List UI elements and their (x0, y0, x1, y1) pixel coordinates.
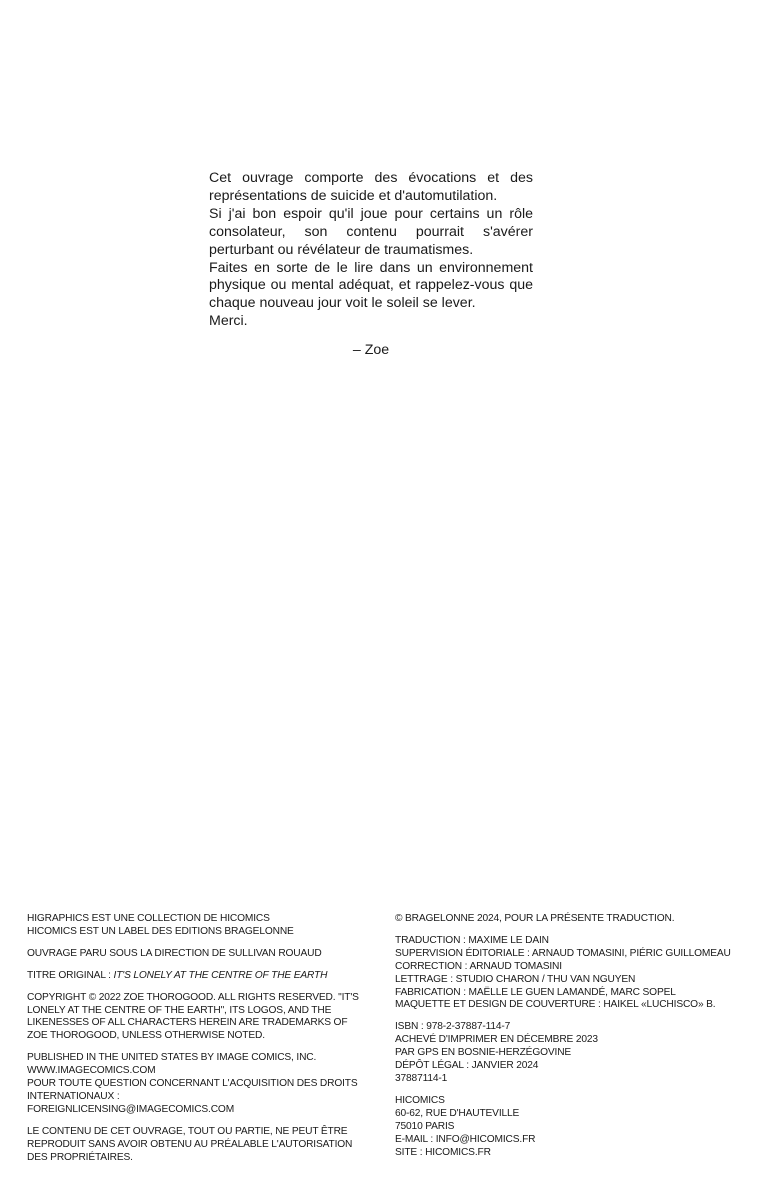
image-comics-website: WWW.IMAGECOMICS.COM (27, 1065, 156, 1077)
collection-block (27, 913, 362, 939)
isbn: ISBN : 978-2-37887-114-7 (395, 1021, 511, 1033)
translation-copyright-block (395, 913, 755, 926)
notice-paragraph: Cet ouvrage comporte des évocations et des représentations de suicide et d'automutilation. (209, 170, 533, 204)
publisher-street: 60-62, RUE D'HAUTEVILLE (395, 1107, 520, 1119)
notice-paragraph: Merci. (209, 313, 248, 330)
published-by: PUBLISHED IN THE UNITED STATES BY IMAGE COMICS, INC. (27, 1052, 317, 1064)
printed-date: ACHEVÉ D'IMPRIMER EN DÉCEMBRE 2023 (395, 1034, 598, 1046)
reproduction-block (27, 1126, 362, 1165)
printing-block (395, 1021, 755, 1086)
translator: TRADUCTION : MAXIME LE DAIN (395, 934, 549, 946)
cover-design: MAQUETTE ET DESIGN DE COUVERTURE : HAIKEL «LUCHISCO» B. (395, 999, 716, 1011)
team-block (395, 935, 755, 1012)
copyright-text: COPYRIGHT © 2022 ZOE THOROGOOD. ALL RIGHTS RESERVED. "IT'S LONELY AT THE CENTRE OF THE EARTH", ITS LOGOS, AND THE LIKENESSES OF ALL CHARACTERS HEREIN ARE TRADEMARKS OF ZOE THOROGOOD, UNLESS OTHERWISE NOTED. (27, 991, 359, 1042)
publisher-city: 75010 PARIS (395, 1120, 455, 1132)
publisher-block (27, 1052, 362, 1117)
publisher-email: E-MAIL : INFO@HICOMICS.FR (395, 1133, 536, 1145)
collection-line: HIGRAPHICS EST UNE COLLECTION DE HICOMICS (27, 913, 270, 924)
proofreading: CORRECTION : ARNAUD TOMASINI (395, 960, 562, 972)
notice-paragraph: Si j'ai bon espoir qu'il joue pour certains un rôle consolateur, son contenu pourrait s'avérer perturbant ou révélateur de traumatismes. (209, 205, 533, 258)
direction-line (27, 948, 362, 961)
fabrication: FABRICATION : MAËLLE LE GUEN LAMANDÉ, MARC SOPEL (395, 986, 676, 998)
original-title-line (27, 970, 362, 983)
credits-right-column (395, 913, 755, 1168)
content-warning-notice (209, 170, 533, 331)
printer: PAR GPS EN BOSNIE-HERZÉGOVINE (395, 1047, 572, 1059)
publisher-site: SITE : HICOMICS.FR (395, 1146, 491, 1158)
direction-text: OUVRAGE PARU SOUS LA DIRECTION DE SULLIVAN ROUAUD (27, 947, 322, 959)
author-signature: – Zoe (352, 342, 390, 358)
copyright-block (27, 992, 362, 1044)
lettering: LETTRAGE : STUDIO CHARON / THU VAN NGUYEN (395, 973, 636, 985)
print-code: 37887114-1 (395, 1072, 448, 1084)
rights-email: FOREIGNLICENSING@IMAGECOMICS.COM (27, 1103, 235, 1115)
reproduction-text: LE CONTENU DE CET OUVRAGE, TOUT OU PARTIE, NE PEUT ÊTRE REPRODUIT SANS AVOIR OBTENU AU PRÉALABLE L'AUTORISATION DES PROPRIÉTAIRES. (27, 1125, 353, 1163)
publisher-name: HICOMICS (395, 1094, 445, 1106)
credits-left-column (27, 913, 362, 1174)
editorial-supervision: SUPERVISION ÉDITORIALE : ARNAUD TOMASINI, PIÉRIC GUILLOMEAU (395, 947, 731, 959)
original-title: IT'S LONELY AT THE CENTRE OF THE EARTH (113, 969, 328, 981)
rights-question: POUR TOUTE QUESTION CONCERNANT L'ACQUISITION DES DROITS INTERNATIONAUX : (27, 1078, 358, 1102)
original-title-label: TITRE ORIGINAL : (27, 969, 114, 981)
translation-copyright: © BRAGELONNE 2024, POUR LA PRÉSENTE TRADUCTION. (395, 913, 675, 924)
legal-deposit: DÉPÔT LÉGAL : JANVIER 2024 (395, 1060, 539, 1072)
label-line: HICOMICS EST UN LABEL DES EDITIONS BRAGELONNE (27, 925, 294, 937)
publisher-address-block (395, 1095, 755, 1160)
notice-paragraph: Faites en sorte de le lire dans un environnement physique ou mental adéquat, et rappelez-vous que chaque nouveau jour voit le soleil se lever. (209, 259, 533, 312)
